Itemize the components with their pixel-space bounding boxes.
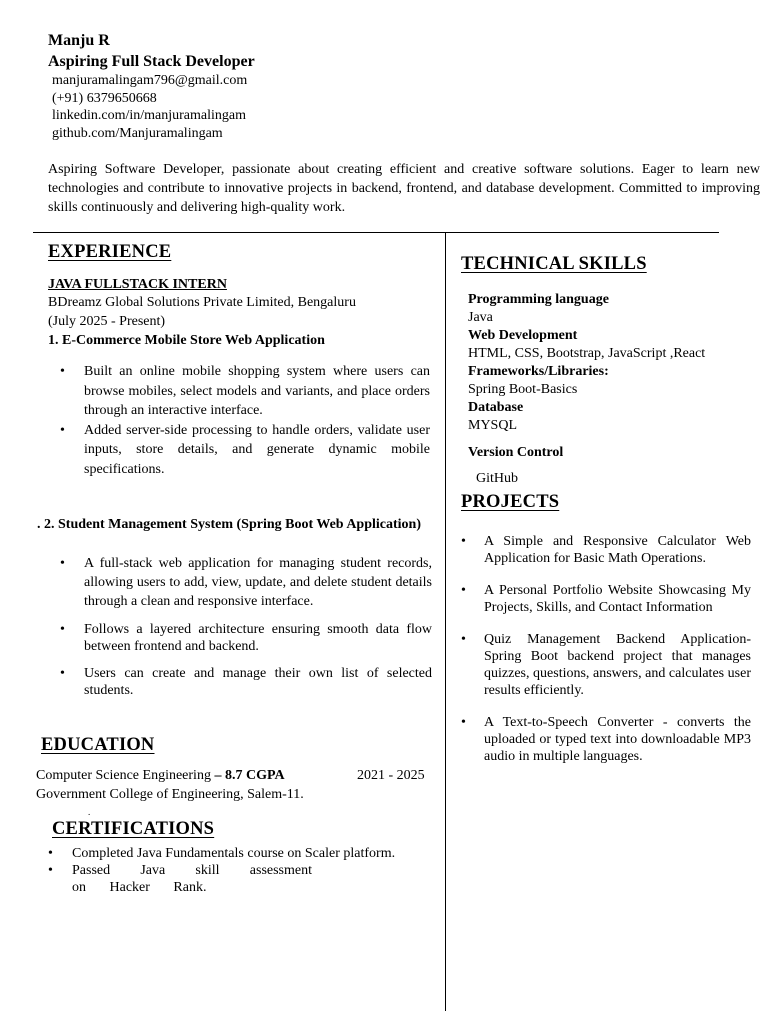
linkedin-link[interactable]: linkedin.com/in/manjuramalingam	[52, 108, 247, 123]
list-item: • Added server-side processing to handle orders, validate user inputs, store details, and generate dynamic mobile specifications.	[38, 421, 430, 480]
degree: Computer Science Engineering	[36, 768, 211, 783]
list-item: • Users can create and manage their own list of selected students.	[38, 665, 432, 699]
skill-label-database: Database	[468, 400, 524, 415]
contact-block	[52, 72, 247, 142]
projects-heading: PROJECTS	[461, 492, 560, 512]
college-name: Government College of Engineering, Salem-11.	[36, 787, 304, 802]
list-item: • Follows a layered architecture ensuring smooth data flow between frontend and backend.	[38, 621, 432, 655]
candidate-name: Manju R	[48, 32, 110, 49]
skill-value-frameworks: Spring Boot-Basics	[468, 382, 578, 397]
horizontal-divider	[33, 232, 719, 233]
column-divider	[445, 233, 446, 1011]
skill-value-version-control: GitHub	[476, 471, 518, 486]
list-item: • Built an online mobile shopping system where users can browse mobiles, select models and variants, and place orders through an interactive interface.	[38, 362, 430, 421]
list-item: • A Simple and Responsive Calculator Web Application for Basic Math Operations.	[461, 533, 751, 567]
list-item: • A Text-to-Speech Converter - converts the uploaded or typed text into downloadable MP3 audio in multiple languages.	[461, 714, 751, 765]
skill-value-database: MYSQL	[468, 418, 518, 433]
skill-value-web: HTML, CSS, Bootstrap, JavaScript ,React	[468, 346, 706, 361]
project1-title: 1. E-Commerce Mobile Store Web Application	[48, 333, 325, 348]
certifications-heading: CERTIFICATIONS	[52, 819, 215, 839]
company-name: BDreamz Global Solutions Private Limited, Bengaluru	[48, 295, 356, 310]
skill-label-frameworks: Frameworks/Libraries:	[468, 364, 609, 379]
skill-label-programming: Programming language	[468, 292, 609, 307]
project1-bullets	[38, 362, 430, 479]
stray-dot: .	[88, 807, 91, 817]
certifications-list	[37, 845, 437, 896]
skill-label-version-control: Version Control	[468, 445, 564, 460]
projects-list	[461, 533, 751, 765]
job-title: JAVA FULLSTACK INTERN	[48, 277, 227, 292]
email-link[interactable]: manjuramalingam796@gmail.com	[52, 73, 248, 88]
skills-block	[468, 291, 705, 488]
candidate-role: Aspiring Full Stack Developer	[48, 53, 255, 70]
education-years: 2021 - 2025	[357, 768, 425, 783]
summary-paragraph: Aspiring Software Developer, passionate about creating efficient and creative software solutions. Eager to learn new technologies and contribute to innovative projects in backend, frontend, and database development. Committed to improving skills continuously and delivering high-quality work.	[48, 162, 760, 215]
list-item: • Completed Java Fundamentals course on Scaler platform.	[37, 845, 437, 862]
list-item: • A full-stack web application for managing student records, allowing users to add, view, update, and delete student details through a clean and responsive interface.	[38, 554, 432, 611]
list-item: • A Personal Portfolio Website Showcasing My Projects, Skills, and Contact Information	[461, 582, 751, 616]
list-item: • Passed Java skill assessment on Hacker Rank.	[37, 862, 312, 896]
skills-heading: TECHNICAL SKILLS	[461, 254, 647, 274]
skill-value-programming: Java	[468, 310, 493, 325]
education-degree-line	[36, 767, 285, 784]
github-link[interactable]: github.com/Manjuramalingam	[52, 125, 223, 141]
experience-heading: EXPERIENCE	[48, 242, 172, 262]
skill-label-web: Web Development	[468, 328, 578, 343]
education-heading: EDUCATION	[41, 735, 155, 755]
degree-dash: –	[210, 768, 225, 783]
job-dates: (July 2025 - Present)	[48, 314, 166, 329]
project2-bullets	[38, 554, 432, 699]
cgpa: 8.7 CGPA	[224, 768, 285, 783]
list-item: • Quiz Management Backend Application- Spring Boot backend project that manages quizzes, questions, answers, and calculates user results efficiently.	[461, 631, 751, 699]
project2-title: . 2. Student Management System (Spring Boot Web Application)	[37, 517, 421, 532]
phone-number: (+91) 6379650668	[52, 90, 157, 106]
